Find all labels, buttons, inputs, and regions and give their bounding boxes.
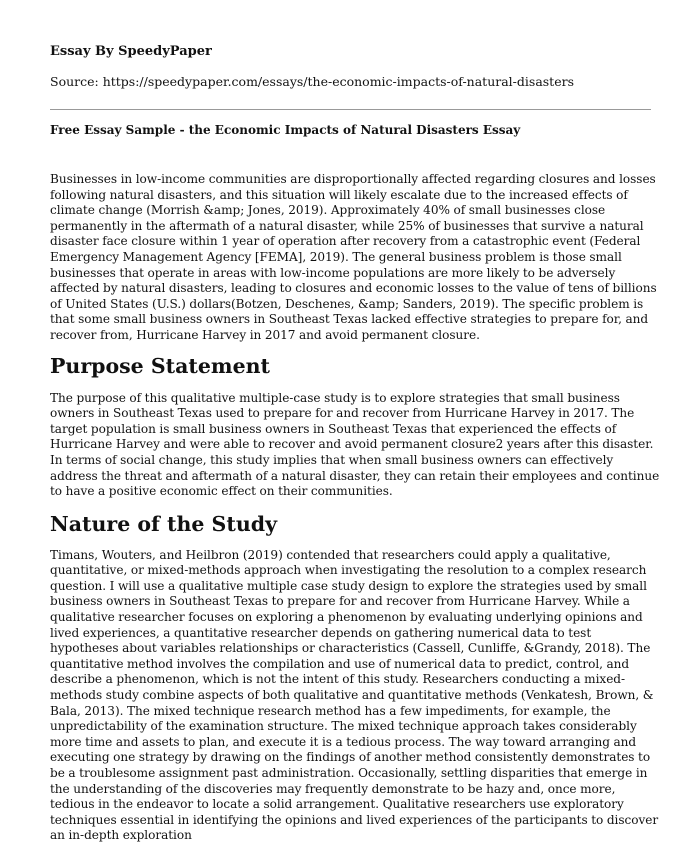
document-body bbox=[50, 172, 662, 844]
intro-paragraph: Businesses in low-income communities are disproportionally affected regarding closures and losses following natural disasters, and this situation will likely escalate due to the increased effects of climate change (Morrish &amp; Jones, 2019). Approximately 40% of small businesses close permanently in the aftermath of a natural disaster, while 25% of businesses that survive a natural disaster face closure within 1 year of operation after recovery from a catastrophic event (Federal Emergency Management Agency [FEMA], 2019). The general business problem is those small businesses that operate in areas with low-income populations are more likely to be adversely affected by natural disasters, leading to closures and economic losses to the value of tens of billions of United States (U.S.) dollars(Botzen, Deschenes, &amp; Sanders, 2019). The specific problem is that some small business owners in Southeast Texas lacked effective strategies to prepare for, and recover from, Hurricane Harvey in 2017 and avoid permanent closure. bbox=[50, 172, 657, 342]
brand-title: Essay By SpeedyPaper bbox=[50, 44, 212, 59]
section-heading-purpose: Purpose Statement bbox=[50, 353, 271, 378]
section-heading-nature: Nature of the Study bbox=[50, 511, 277, 536]
header-divider bbox=[50, 109, 651, 110]
document-title: Free Essay Sample - the Economic Impacts of Natural Disasters Essay bbox=[50, 123, 521, 137]
section-paragraph-purpose: The purpose of this qualitative multiple-case study is to explore strategies that small business owners in Southeast Texas used to prepare for and recover from Hurricane Harvey in 2017. The target population is small business owners in Southeast Texas that experienced the effects of Hurricane Harvey and were able to recover and avoid permanent closure2 years after this disaster. In terms of social change, this study implies that when small business owners can effectively address the threat and aftermath of a natural disaster, they can retain their employees and continue to have a positive economic effect on their communities. bbox=[50, 390, 660, 499]
section-paragraph-nature: Timans, Wouters, and Heilbron (2019) contended that researchers could apply a qualitative, quantitative, or mixed-methods approach when investigating the resolution to a complex research question. I will use a qualitative multiple case study design to explore the strategies used by small business owners in Southeast Texas to prepare for and recover from Hurricane Harvey. While a qualitative researcher focuses on exploring a phenomenon by evaluating underlying opinions and lived experiences, a quantitative researcher depends on gathering numerical data to test hypotheses about variables relationships or characteristics (Cassell, Cunliffe, &Grandy, 2018). The quantitative method involves the compilation and use of numerical data to predict, control, and describe a phenomenon, which is not the intent of this study. Researchers conducting a mixed-methods study combine aspects of both qualitative and quantitative methods (Venkatesh, Brown, & Bala, 2013). The mixed technique research method has a few impediments, for example, the unpredictability of the examination structure. The mixed technique approach takes considerably more time and assets to plan, and execute it is a tedious process. The way toward arranging and executing one strategy by drawing on the findings of another method consistently demonstrates to be a troublesome assignment past administration. Occasionally, settling disparities that emerge in the understanding of the discoveries may frequently demonstrate to be hazy and, once more, tedious in the endeavor to locate a solid arrangement. Qualitative researchers use exploratory techniques essential in identifying the opinions and lived experiences of the participants to discover an in-depth exploration bbox=[50, 547, 659, 843]
source-line: Source: https://speedypaper.com/essays/the-economic-impacts-of-natural-disasters bbox=[50, 74, 574, 89]
